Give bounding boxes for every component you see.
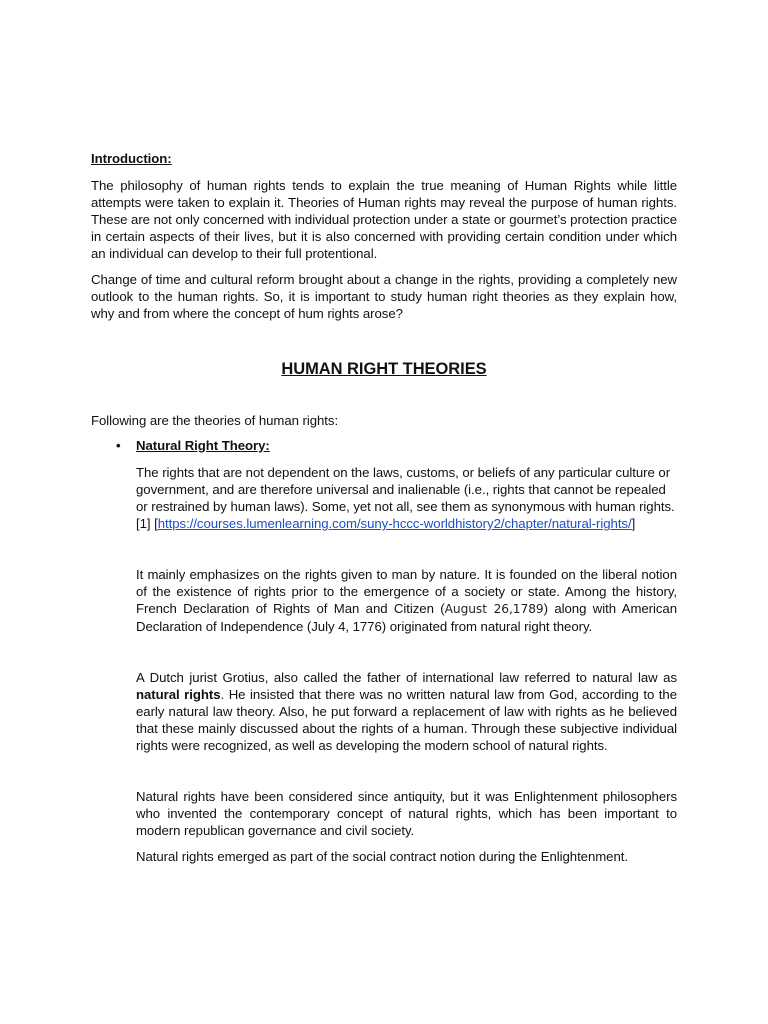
emphasis-text-c: ) originated from natural right theory. — [381, 619, 593, 634]
french-declaration-date: August 26,1789 — [444, 602, 544, 616]
natural-right-theory-title: Natural Right Theory: — [136, 438, 270, 453]
introduction-paragraph: The philosophy of human rights tends to explain the true meaning of Human Rights while little attempts were taken to explain it. Theories of Human rights may reveal the purpose of human rights. These are not only concerned with individual protection under a state or gourmet’s protection practice in certain aspects of their lives, but it is also concerned with providing certain condition under which an individual can develop to their full protentional. — [91, 178, 677, 261]
grotius-text-b: . He insisted that there was no written natural law from God, according to the early natural law theory. Also, he put forward a replacement of law with rights as he believed that these mainly discussed about the rights of a human. Through these subjective individual rights were recognized, as well as developing the modern school of natural rights. — [136, 687, 677, 753]
emphasis-text-a: It mainly emphasizes on the rights given to man by nature. It is founded on the liberal notion of the existence of rights prior to the emergence of a society or state. Among the history, French Declaration of Rights of Man and Citizen ( — [136, 567, 677, 616]
antiquity-paragraph: Natural rights have been considered since antiquity, but it was Enlightenment philosophers who invented the contemporary concept of natural rights, which has been important to modern republican governance and civil society. — [136, 789, 677, 838]
natural-rights-definition — [136, 464, 677, 532]
introduction-heading: Introduction: — [91, 151, 172, 166]
grotius-paragraph — [136, 669, 677, 754]
natural-rights-definition-text: The rights that are not dependent on the laws, customs, or beliefs of any particular culture or government, and are therefore universal and inalienable (i.e., rights that cannot be repealed or restrained by human laws). Some, yet not all, see them as synonymous with human rights. [1] [ — [136, 465, 675, 531]
natural-rights-definition-close: ] — [631, 516, 636, 531]
natural-rights-bold: natural rights — [136, 687, 221, 702]
grotius-text-a: A Dutch jurist Grotius, also called the father of international law referred to natural law as — [136, 670, 677, 685]
document-body — [91, 146, 677, 865]
emphasis-text-b: ) along with American Declaration of Independence (July 4, 1776 — [136, 601, 677, 634]
following-text: Following are the theories of human rights: — [91, 413, 339, 428]
change-paragraph: Change of time and cultural reform brought about a change in the rights, providing a completely new outlook to the human rights. So, it is important to study human right theories as they explain how, why and from where the concept of hum rights arose? — [91, 272, 677, 321]
main-title: HUMAN RIGHT THEORIES — [281, 360, 487, 378]
social-contract-paragraph: Natural rights emerged as part of the social contract notion during the Enlightenment. — [136, 849, 628, 864]
natural-right-theory-bullet — [91, 437, 677, 454]
bullet-icon: • — [116, 438, 121, 453]
natural-rights-emphasis-paragraph — [136, 566, 677, 635]
lumenlearning-link[interactable]: https://courses.lumenlearning.com/suny-hccc-worldhistory2/chapter/natural-rights/ — [157, 516, 632, 531]
